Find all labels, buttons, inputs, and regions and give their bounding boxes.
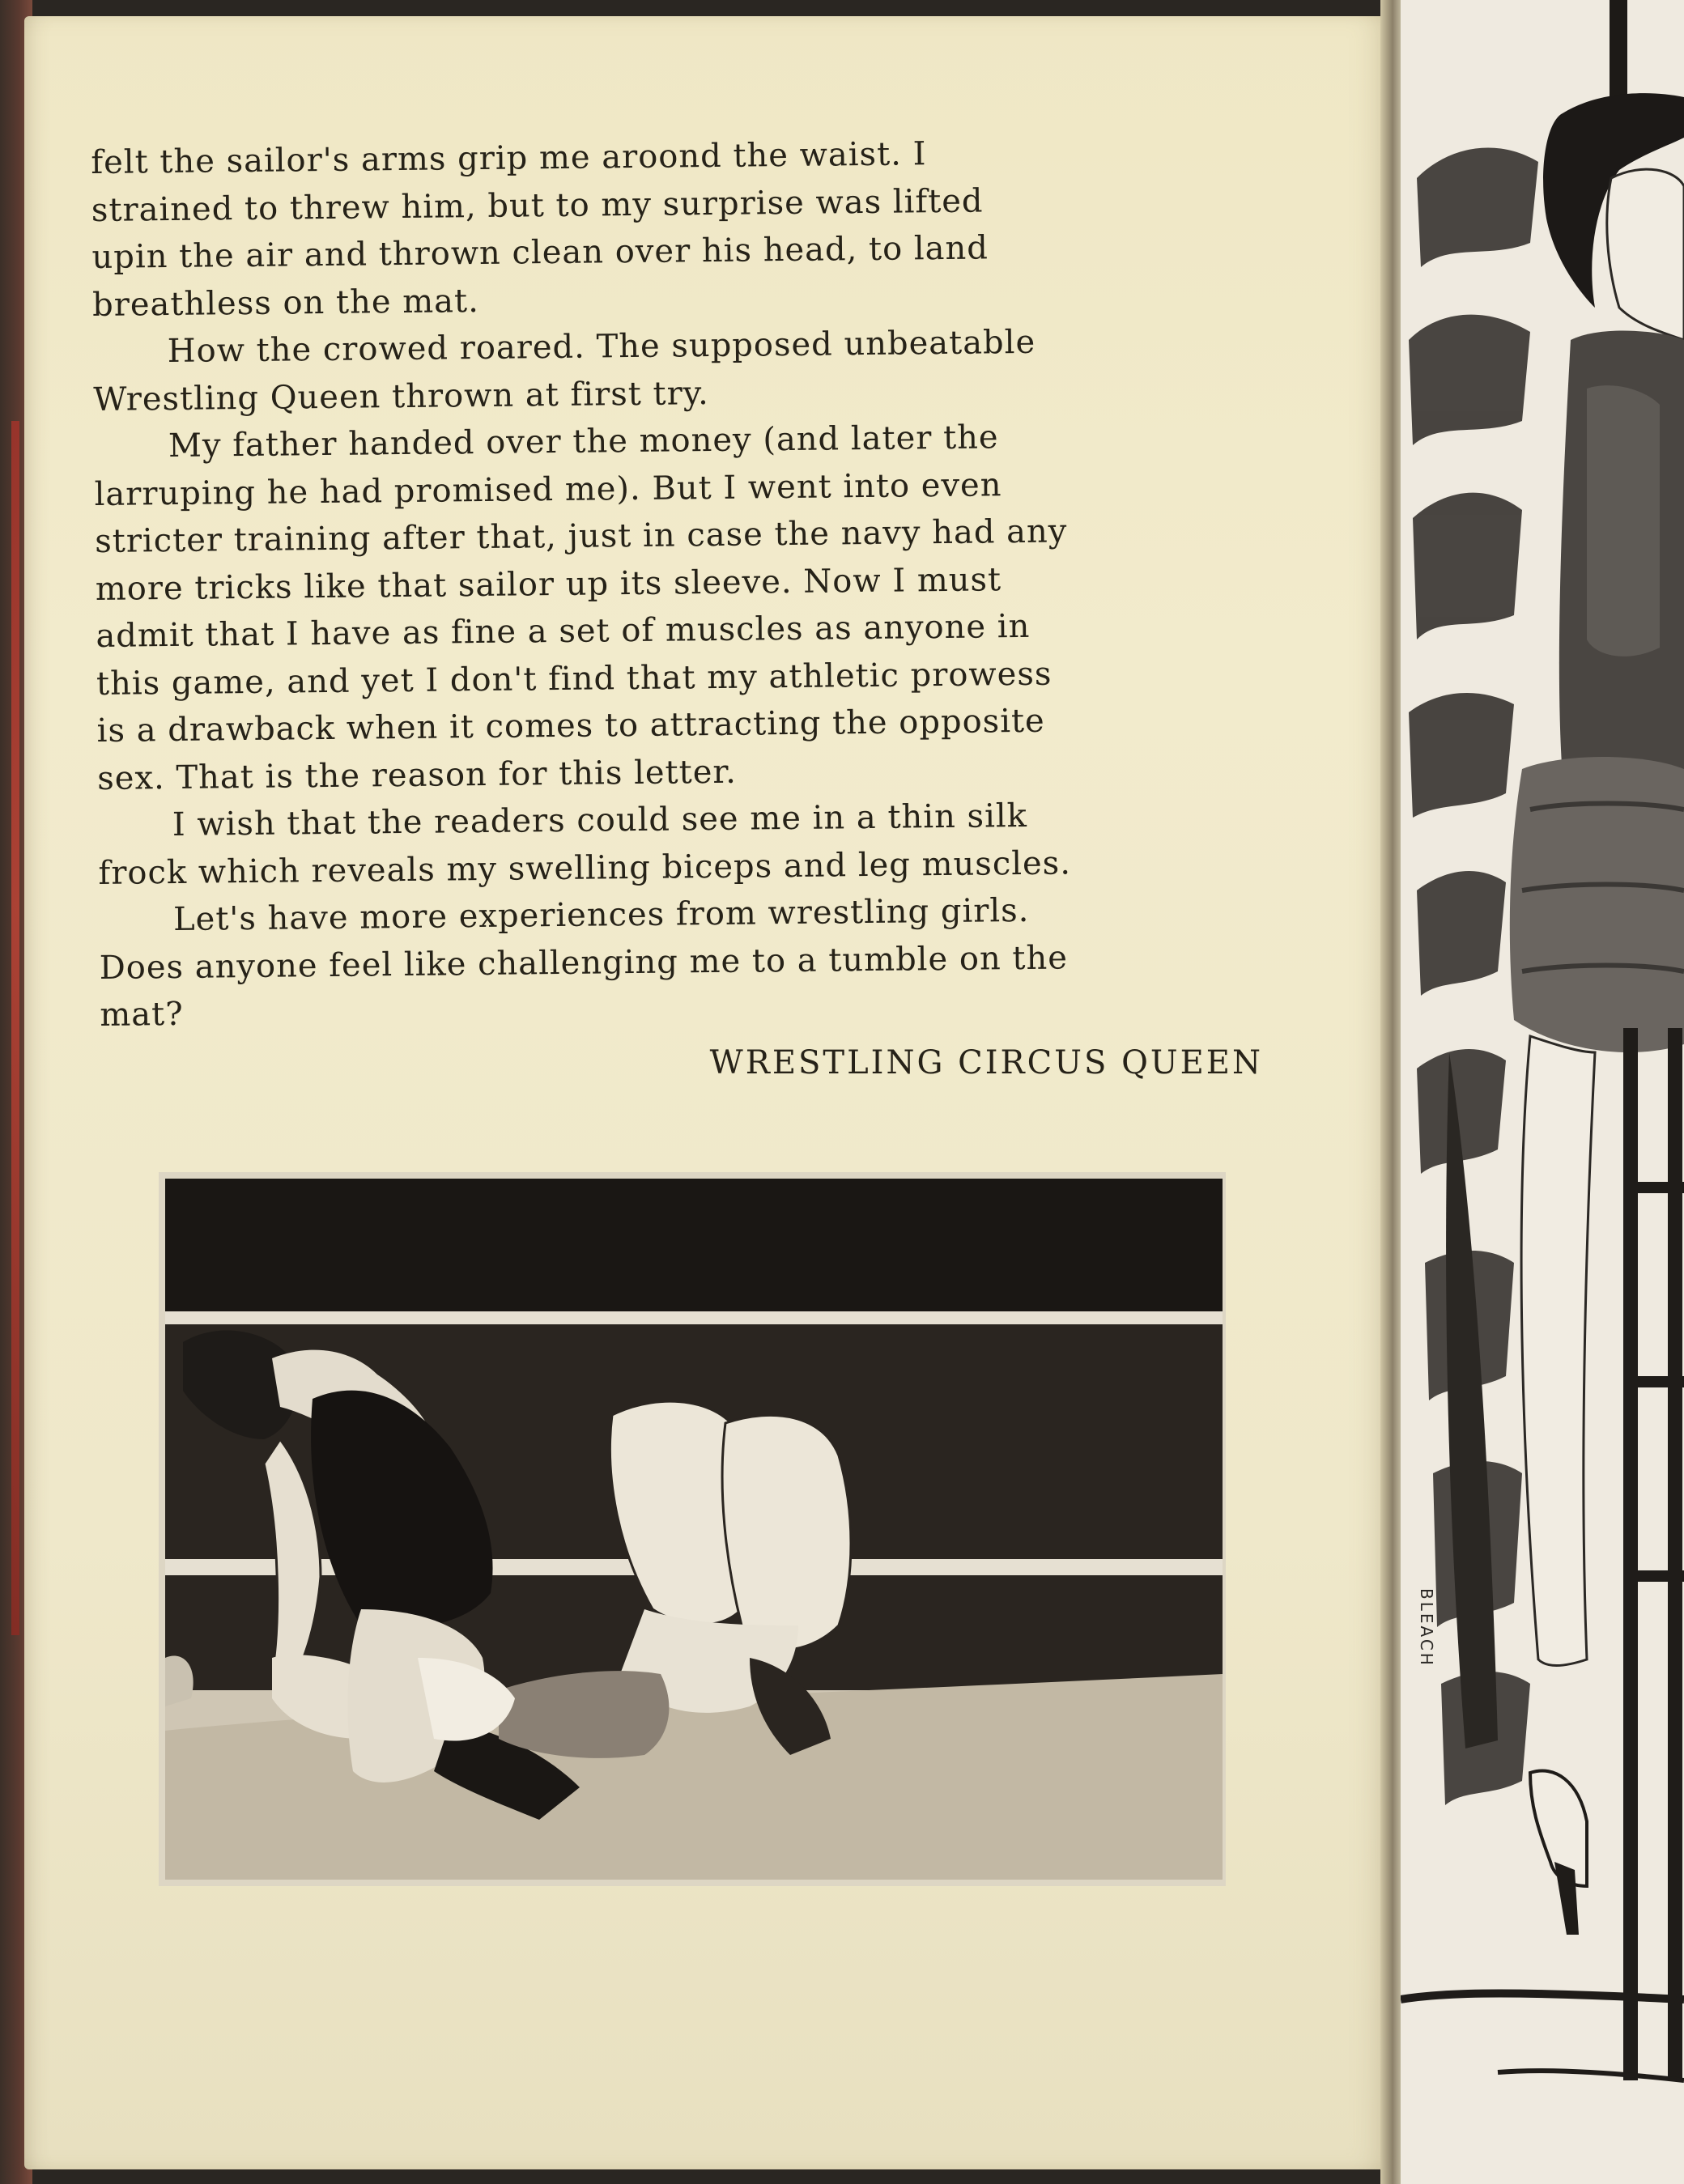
text-line: is a drawback when it comes to attracting the opposite	[96, 702, 1045, 750]
letter-body	[91, 127, 1291, 1039]
text-line: strained to threw him, but to my surprise was lifted	[91, 181, 984, 229]
woman-on-ladder-drawing	[1401, 0, 1684, 2184]
text-line: Let's have more experiences from wrestling girls.	[172, 891, 1030, 938]
text-line: stricter training after that, just in case the navy had any	[94, 512, 1068, 560]
text-line: admit that I have as fine a set of muscles as anyone in	[96, 607, 1031, 655]
text-line: larruping he had promised me). But I went into even	[94, 465, 1002, 513]
text-line: felt the sailor's arms grip me aroond the waist. I	[91, 135, 927, 181]
wrestling-photo	[159, 1172, 1226, 1886]
text-line: upin the air and thrown clean over his head, to land	[91, 229, 989, 276]
text-line: frock which reveals my swelling biceps and leg muscles.	[98, 843, 1072, 892]
text-line: How the crowed roared. The supposed unbeatable	[167, 323, 1036, 371]
text-line: I wish that the readers could see me in a thin silk	[172, 797, 1028, 843]
text-line: Does anyone feel like challenging me to a tumble on the	[99, 938, 1069, 987]
facing-page-illustration	[1401, 0, 1684, 2184]
artist-signature: BLEACH	[1417, 1588, 1436, 1668]
text-line: more tricks like that sailor up its sleeve. Now I must	[95, 560, 1002, 608]
text-line: sex. That is the reason for this letter.	[97, 753, 738, 797]
letter-signature: WRESTLING CIRCUS QUEEN	[709, 1044, 1263, 1081]
text-line: mat?	[100, 995, 184, 1034]
text-line: breathless on the mat.	[91, 282, 480, 324]
text-line: this game, and yet I don't find that my athletic prowess	[96, 655, 1052, 703]
text-line: Wrestling Queen thrown at first try.	[93, 374, 709, 419]
red-page-edge	[11, 421, 19, 1635]
text-line: My father handed over the money (and later the	[168, 419, 999, 465]
